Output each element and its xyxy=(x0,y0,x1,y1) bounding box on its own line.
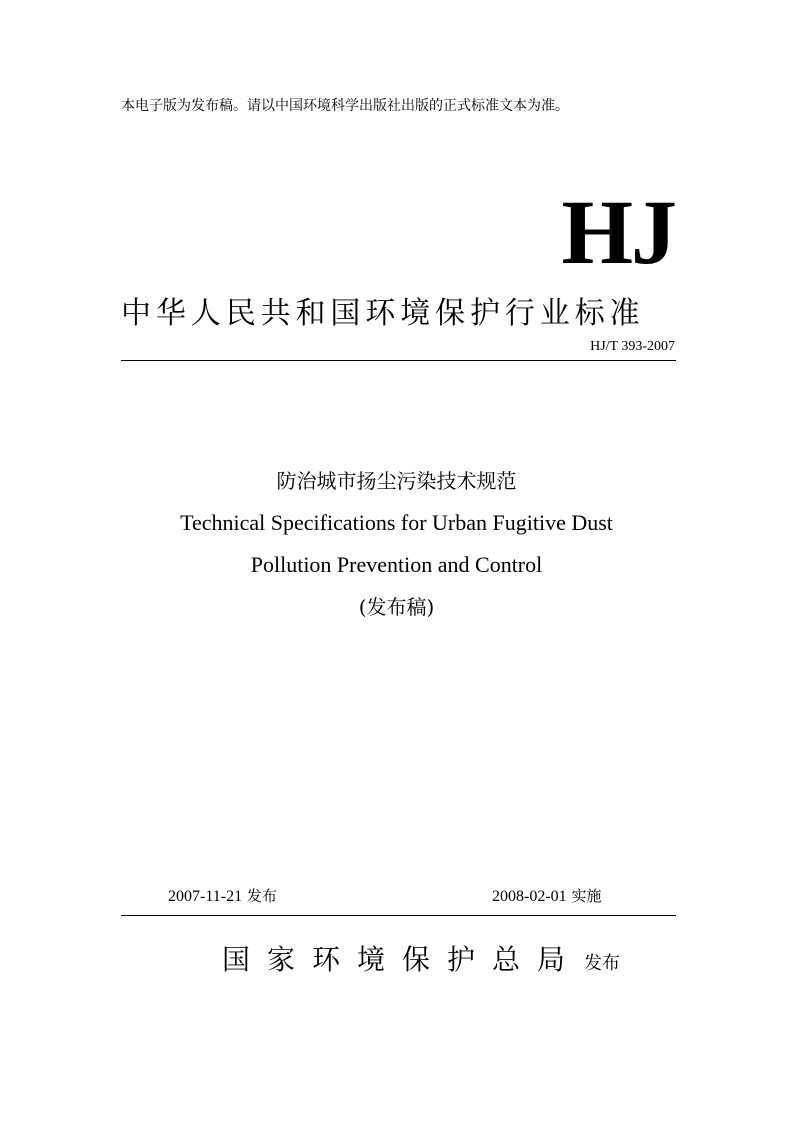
implement-date-block xyxy=(492,885,601,908)
publisher-action: 发布 xyxy=(584,953,621,974)
implement-label: 实施 xyxy=(571,887,602,905)
english-title-line-2: Pollution Prevention and Control xyxy=(250,552,543,577)
issue-date: 2007-11-21 xyxy=(168,888,243,905)
draft-label: (发布稿) xyxy=(358,595,435,619)
header-divider xyxy=(121,360,676,361)
english-title-line-1: Technical Specifications for Urban Fugitive Dust xyxy=(180,510,613,535)
publisher-block xyxy=(222,940,620,984)
release-notice: 本电子版为发布稿。请以中国环境科学出版社出版的正式标准文本为准。 xyxy=(121,98,569,114)
footer-divider xyxy=(121,915,676,916)
publisher-name: 国家环境保护总局 xyxy=(222,943,583,976)
standard-mark: HJ xyxy=(561,181,675,283)
issue-date-block xyxy=(168,885,277,908)
standard-number: HJ/T 393-2007 xyxy=(590,339,675,354)
issue-label: 发布 xyxy=(246,887,277,905)
implement-date: 2008-02-01 xyxy=(492,888,567,905)
industry-standard-title: 中华人民共和国环境保护行业标准 xyxy=(121,296,645,331)
chinese-title: 防治城市扬尘污染技术规范 xyxy=(276,469,517,493)
